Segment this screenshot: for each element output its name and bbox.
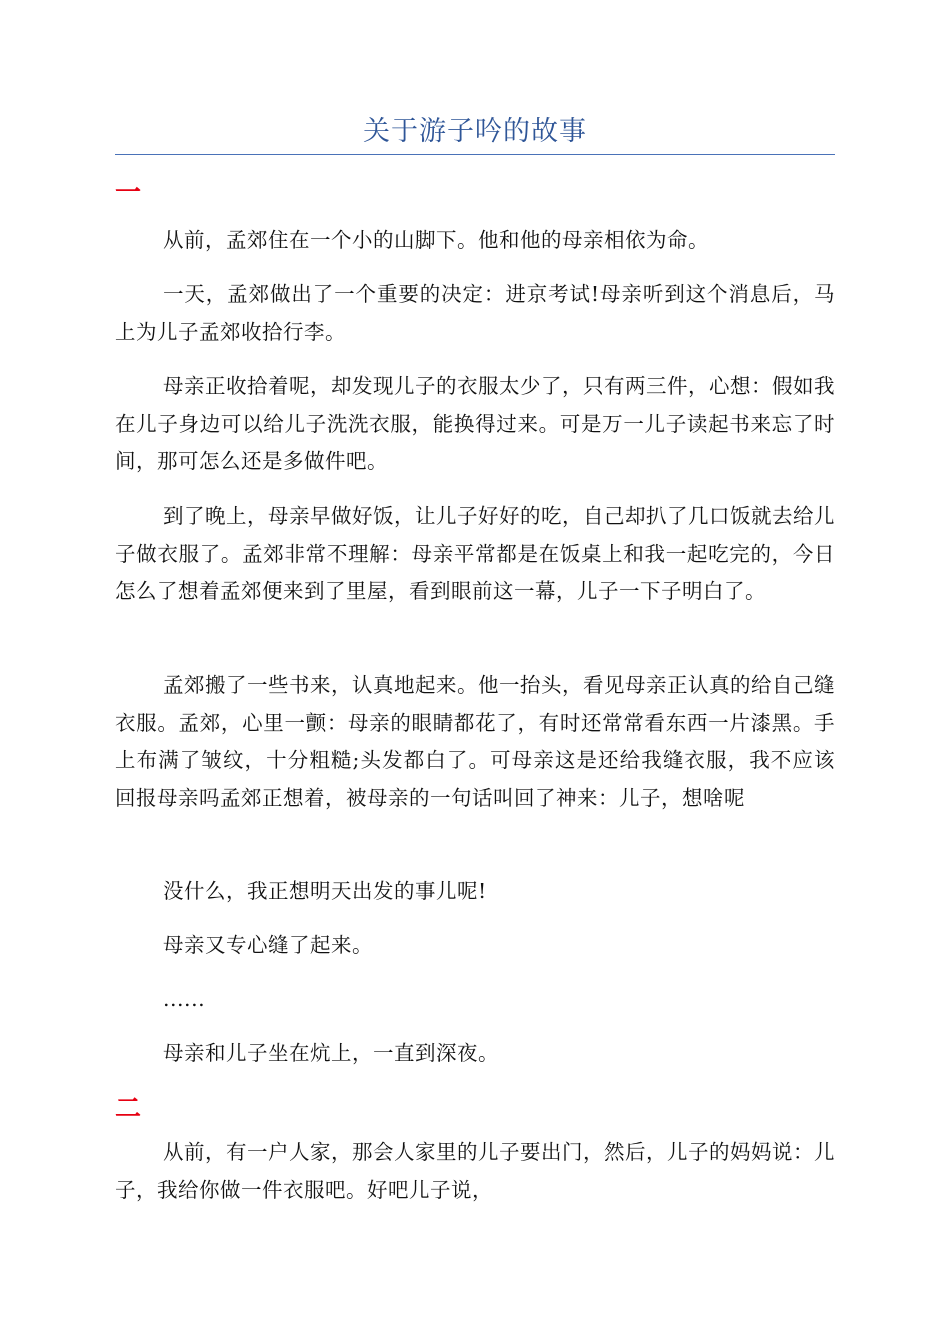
- paragraph: 孟郊搬了一些书来，认真地起来。他一抬头，看见母亲正认真的给自己缝衣服。孟郊，心里一颤：母亲的眼睛都花了，有时还常常看东西一片漆黑。手上布满了皱纹，十分粗糙;头发都白了。可母亲这是还给我缝衣服，我不应该回报母亲吗孟郊正想着，被母亲的一句话叫回了神来：儿子，想啥呢: [115, 673, 835, 810]
- paragraph: 从前，孟郊住在一个小的山脚下。他和他的母亲相依为命。: [163, 228, 709, 252]
- paragraph: 一天，孟郊做出了一个重要的决定：进京考试!母亲听到这个消息后，马上为儿子孟郊收拾行李。: [115, 282, 835, 344]
- title-underline: [115, 154, 835, 155]
- paragraph: 母亲又专心缝了起来。: [163, 933, 373, 957]
- paragraph: 没什么，我正想明天出发的事儿呢!: [163, 879, 487, 903]
- section-mark-1: 一: [115, 178, 142, 208]
- paragraph: 到了晚上，母亲早做好饭，让儿子好好的吃，自己却扒了几口饭就去给儿子做衣服了。孟郊非常不理解：母亲平常都是在饭桌上和我一起吃完的，今日怎么了想着孟郊便来到了里屋，看到眼前这一幕，儿子一下子明白了。: [115, 504, 835, 603]
- paragraph: 母亲正收拾着呢，却发现儿子的衣服太少了，只有两三件，心想：假如我在儿子身边可以给儿子洗洗衣服，能换得过来。可是万一儿子读起书来忘了时间，那可怎么还是多做件吧。: [115, 374, 835, 473]
- paragraph: 母亲和儿子坐在炕上，一直到深夜。: [163, 1041, 499, 1065]
- paragraph: 从前，有一户人家，那会人家里的儿子要出门，然后，儿子的妈妈说：儿子，我给你做一件衣服吧。好吧儿子说，: [115, 1140, 835, 1202]
- section-mark-2: 二: [115, 1094, 142, 1124]
- page-title: 关于游子吟的故事: [363, 116, 587, 147]
- ellipsis-line: ......: [163, 987, 206, 1011]
